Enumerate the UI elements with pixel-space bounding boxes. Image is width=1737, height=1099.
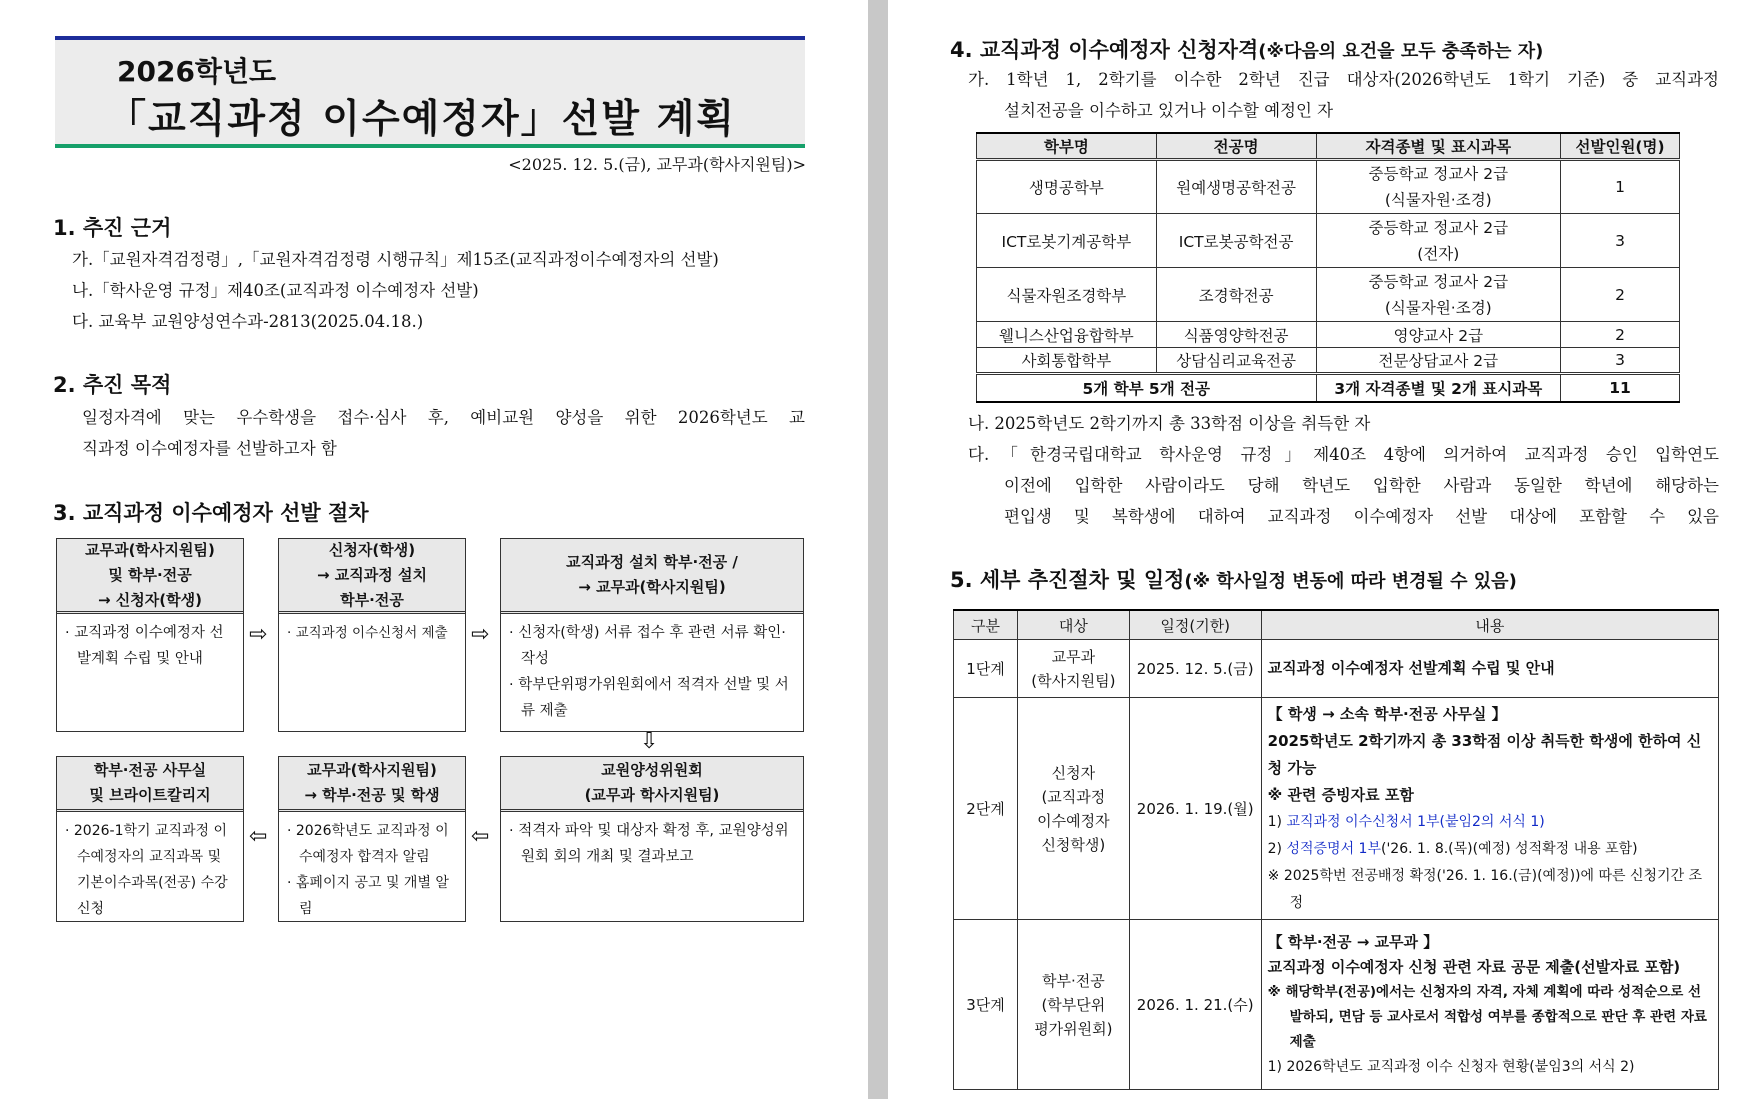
right-page <box>888 0 1737 1099</box>
flow-box-3-body-2: · 학부단위평가위원회에서 적격자 선발 및 서류 제출 <box>509 677 789 719</box>
transcript-link: 성적증명서 1부 <box>1286 840 1381 857</box>
section4-item-da-line3: 편입생 및 복학생에 대하여 교직과정 이수예정자 선발 대상에 포함할 수 있음 <box>1004 507 1719 526</box>
flow-box-6-body: · 2026-1학기 교직과정 이수예정자의 교직과목 및 기본이수과목(전공) 수강신청 <box>65 823 228 917</box>
flow-box-6: 학부·전공 사무실 및 브라이트칼리지 · 2026-1학기 교직과정 이수예정자의 교직과목 및 기본이수과목(전공) 수강신청 <box>56 756 244 922</box>
flow-box-2-head: 신청자(학생) <box>328 540 416 559</box>
table-header: 전공명 <box>1156 133 1316 160</box>
right-arrow-icon: ⇨ <box>249 622 268 647</box>
schedule-table <box>953 609 1719 1090</box>
section3-heading: 3. 교직과정 이수예정자 선발 절차 <box>53 501 369 525</box>
eligibility-table <box>976 132 1680 403</box>
table-row: 1단계 교무과 (학사지원팀) 2025. 12. 5.(금) 교직과정 이수예정자 선발계획 수립 및 안내 <box>954 640 1719 698</box>
down-arrow-icon: ⇩ <box>640 729 659 754</box>
section4-heading-note: (※다음의 요건을 모두 충족하는 자) <box>1258 41 1544 62</box>
section2-line2: 직과정 이수예정자를 선발하고자 함 <box>82 439 337 458</box>
flow-box-3-body-1: · 신청자(학생) 서류 접수 후 관련 서류 확인·작성 <box>509 625 786 667</box>
table-total-row: 5개 학부 5개 전공 3개 자격종별 및 2개 표시과목 11 <box>977 374 1680 402</box>
section5-heading: 5. 세부 추진절차 및 일정(※ 학사일정 변동에 따라 변경될 수 있음) <box>950 568 1517 592</box>
flow-box-3: 교직과정 설치 학부·전공 / → 교무과(학사지원팀) · 신청자(학생) 서류 접수 후 관련 서류 확인·작성 · 학부단위평가위원회에서 적격자 선발 및 서류 제출 <box>500 538 804 732</box>
section1-item-da: 다. 교육부 교원양성연수과-2813(2025.04.18.) <box>72 312 424 331</box>
left-arrow-icon: ⇦ <box>471 824 490 849</box>
flow-box-1: 교무과(학사지원팀) 및 학부·전공 → 신청자(학생) · 교직과정 이수예정자 선발계획 수립 및 안내 <box>56 538 244 732</box>
section1-item-ga: 가.「교원자격검정령」,「교원자격검정령 시행규칙」제15조(교직과정이수예정자의 선발) <box>72 250 719 269</box>
flow-box-4-head: 교원양성위원회 <box>601 761 703 779</box>
flow-box-2: 신청자(학생) → 교직과정 설치 학부·전공 · 교직과정 이수신청서 제출 <box>278 538 466 732</box>
flow-box-5-body-1: · 2026학년도 교직과정 이수예정자 합격자 알림 <box>287 823 449 865</box>
flow-box-5-body-2: · 홈페이지 공고 및 개별 알림 <box>287 875 449 917</box>
flow-box-4: 교원양성위원회 (교무과 학사지원팀) · 적격자 파악 및 대상자 확정 후, 교원양성위원회 회의 개최 및 결과보고 <box>500 756 804 922</box>
flow-box-1-body: · 교직과정 이수예정자 선발계획 수립 및 안내 <box>65 625 224 667</box>
table-row: 웰니스산업융합학부 식품영양학전공 영양교사 2급 2 <box>977 322 1680 348</box>
flow-box-1-head: 교무과(학사지원팀) <box>85 540 215 559</box>
section4-item-da-line2: 이전에 입학한 사람이라도 당해 학년도 입학한 사람과 동일한 학년에 해당하는 <box>1004 476 1719 495</box>
section2-heading: 2. 추진 목적 <box>53 373 172 397</box>
section4-item-ga-line1: 가. 1학년 1, 2학기를 이수한 2학년 진급 대상자(2026학년도 1학기 기준) 중 교직과정 <box>968 70 1719 89</box>
section4-heading: 4. 교직과정 이수예정자 신청자격(※다음의 요건을 모두 충족하는 자) <box>950 38 1544 62</box>
flow-box-6-head: 학부·전공 사무실 <box>93 761 207 779</box>
section4-item-da-line1: 다.「한경국립대학교 학사운영 규정」제40조 4항에 의거하여 교직과정 승인 입학연도 <box>968 445 1719 464</box>
right-arrow-icon: ⇨ <box>471 622 490 647</box>
section1-item-na: 나.「학사운영 규정」제40조(교직과정 이수예정자 선발) <box>72 281 479 300</box>
flow-box-5-head: 교무과(학사지원팀) <box>307 761 437 779</box>
table-row: 2단계 신청자 (교직과정 이수예정자 신청학생) 2026. 1. 19.(월) 【 학생 → 소속 학부·전공 사무실 】 2025학년도 2학기까지 총 33학점 이상 취득한 학생에 한하여 신청 가능 ※ 관련 증빙자료 포함 1) 교직과정 이수신청서 1부(붙임2의 서식 1) 2) 성적증명서 1부('26. 1. 8.(목)(예정) 성적확정 내용 포함) ※ 2025학번 전공배정 확정('26. 1. 16.(금)(예정))에 따른 신청기간 조정 <box>954 698 1719 920</box>
date-line: <2025. 12. 5.(금), 교무과(학사지원팀)> <box>508 155 806 174</box>
left-arrow-icon: ⇦ <box>249 824 268 849</box>
section5-heading-note: (※ 학사일정 변동에 따라 변경될 수 있음) <box>1184 571 1517 592</box>
table-header: 일정(기한) <box>1129 610 1261 640</box>
table-header: 구분 <box>954 610 1018 640</box>
table-header: 선발인원(명) <box>1561 133 1680 160</box>
flow-box-5: 교무과(학사지원팀) → 학부·전공 및 학생 · 2026학년도 교직과정 이수예정자 합격자 알림 · 홈페이지 공고 및 개별 알림 <box>278 756 466 922</box>
table-row: 사회통합학부 상담심리교육전공 전문상담교사 2급 3 <box>977 348 1680 374</box>
flow-box-3-head: 교직과정 설치 학부·전공 / <box>566 553 738 571</box>
form-link: 교직과정 이수신청서 1부(붙임2의 서식 1) <box>1286 813 1545 830</box>
section4-item-na: 나. 2025학년도 2학기까지 총 33학점 이상을 취득한 자 <box>968 414 1371 433</box>
flow-box-4-body: · 적격자 파악 및 대상자 확정 후, 교원양성위원회 회의 개최 및 결과보고 <box>509 823 789 865</box>
table-header: 대상 <box>1017 610 1129 640</box>
page-title: 「교직과정 이수예정자」선발 계획 <box>107 97 736 142</box>
title-box <box>55 36 805 148</box>
table-header: 학부명 <box>977 133 1157 160</box>
title-year: 2026학년도 <box>117 55 277 88</box>
section4-item-ga-line2: 설치전공을 이수하고 있거나 이수할 예정인 자 <box>1004 101 1334 120</box>
table-row: ICT로봇기계공학부 ICT로봇공학전공 중등학교 정교사 2급 (전자) 3 <box>977 214 1680 268</box>
table-row: 생명공학부 원예생명공학전공 중등학교 정교사 2급 (식물자원·조경) 1 <box>977 160 1680 214</box>
section2-line1: 일정자격에 맞는 우수학생을 접수·심사 후, 예비교원 양성을 위한 2026학년도 교 <box>82 408 805 427</box>
table-row: 3단계 학부·전공 (학부단위 평가위원회) 2026. 1. 21.(수) 【 학부·전공 → 교무과 】 교직과정 이수예정자 신청 관련 자료 공문 제출(선발자료 포함) ※ 해당학부(전공)에서는 신청자의 자격, 자체 계획에 따라 성적순으로 선발하되, 면담 등 교사로서 적합성 여부를 종합적으로 판단 후 관련 자료 제출 1) 2026학년도 교직과정 이수 신청자 현황(붙임3의 서식 2) <box>954 920 1719 1090</box>
left-page <box>0 0 868 1099</box>
table-row: 식물자원조경학부 조경학전공 중등학교 정교사 2급 (식물자원·조경) 2 <box>977 268 1680 322</box>
flow-box-2-body: · 교직과정 이수신청서 제출 <box>287 625 448 641</box>
section1-heading: 1. 추진 근거 <box>53 216 172 240</box>
table-header: 내용 <box>1261 610 1718 640</box>
table-header: 자격종별 및 표시과목 <box>1316 133 1561 160</box>
